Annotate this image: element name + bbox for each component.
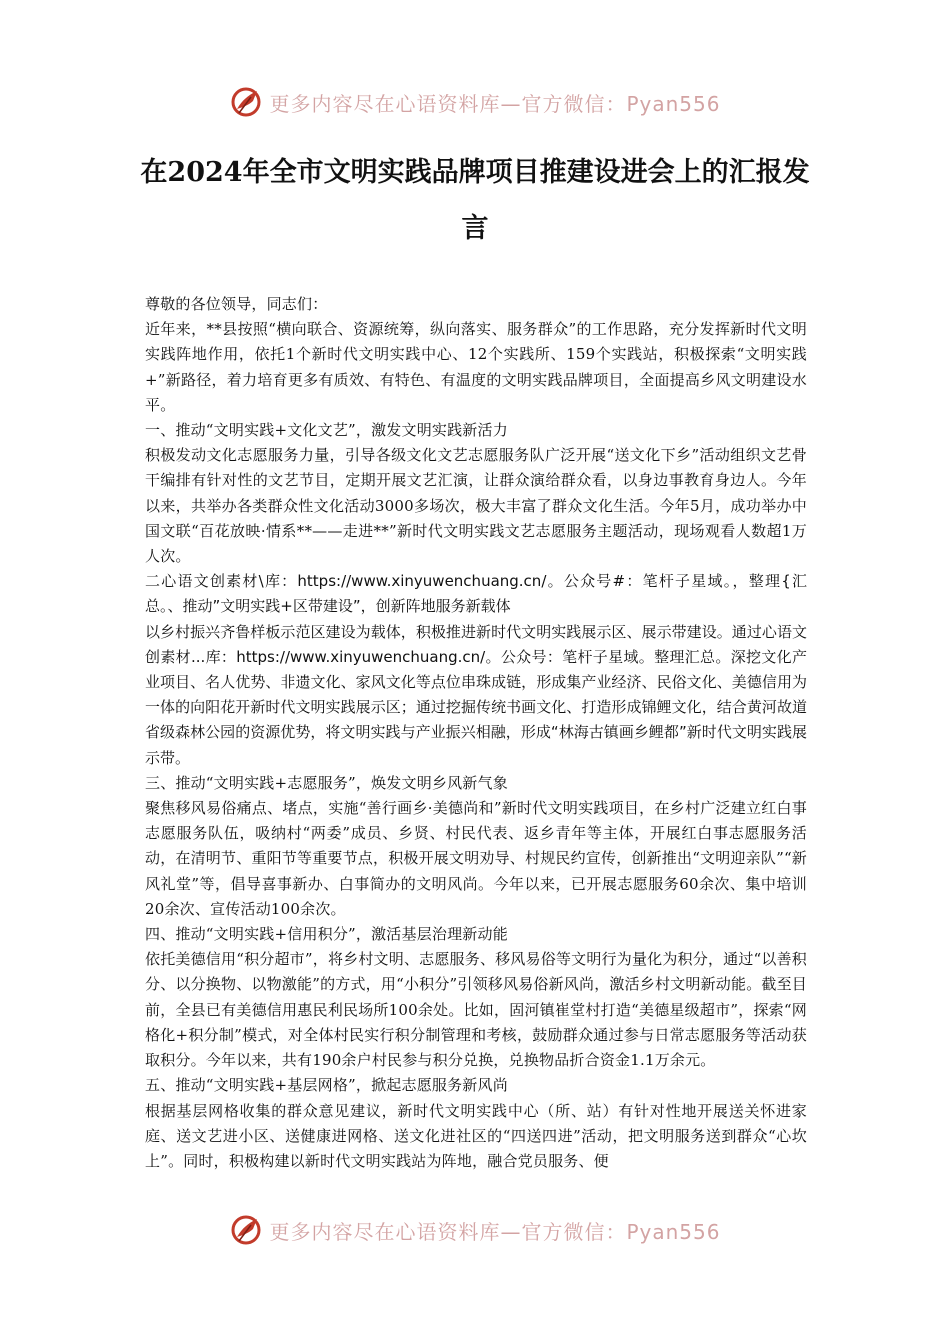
ink-quill-logo-icon: [229, 85, 263, 119]
watermark-group: [229, 1213, 720, 1247]
section-heading-2: 二心语文创素材\库：https://www.xinyuwenchuang.cn/。公众号#：笔杆子星域。，整理{汇总。、推动”文明实践+区带建设”，创新阵地服务新载体: [145, 572, 807, 616]
header-watermark-banner: [0, 82, 950, 122]
section-body-2: 以乡村振兴齐鲁样板示范区建设为载体，积极推进新时代文明实践展示区、展示带建设。通过心语文创素材...库：https://www.xinyuwenchuang.cn/。公众号：笔杆子星域。整理汇总。深挖文化产业项目、名人优势、非遗文化、家风文化等点位串珠成链，形成集产业经济、民俗文化、美德信用为一体的向阳花开新时代文明实践展示区；通过挖掘传统书画文化、打造形成锦鲤文化，结合黄河故道省级森林公园的资源优势，将文明实践与产业振兴相融，形成“林海古镇画乡鲤都”新时代文明实践展示带。: [145, 622, 807, 767]
ink-quill-logo-icon: [229, 1213, 263, 1247]
section-body-3: 聚焦移风易俗痛点、堵点，实施“善行画乡·美德尚和”新时代文明实践项目，在乡村广泛建立红白事志愿服务队伍，吸纳村“两委”成员、乡贤、村民代表、返乡青年等主体，开展红白事志愿服务活动，在清明节、重阳节等重要节点，积极开展文明劝导、村规民约宣传，创新推出“文明迎亲队”“新风礼堂”等，倡导喜事新办、白事简办的文明风尚。今年以来，已开展志愿服务60余次、集中培训20余次、宣传活动100余次。: [145, 799, 808, 918]
document-body: [145, 292, 807, 1174]
section-body-1: 积极发动文化志愿服务力量，引导各级文化文艺志愿服务队广泛开展“送文化下乡”活动组织文艺骨干编排有针对性的文艺节目，定期开展文艺汇演，让群众演给群众看，以身边事教育身边人。今年以来，共举办各类群众性文化活动3000多场次，极大丰富了群众文化生活。今年5月，成功举办中国文联“百花放映·情系**——走进**”新时代文明实践文艺志愿服务主题活动，现场观看人数超1万人次。: [145, 446, 807, 566]
section-body-4: 依托美德信用“积分超市”，将乡村文明、志愿服务、移风易俗等文明行为量化为积分，通过“以善积分、以分换物、以物激能”的方式，用“小积分”引领移风易俗新风尚，激活乡村文明新动能。截至目前，全县已有美德信用惠民利民场所100余处。比如，固河镇崔堂村打造“美德星级超市”，探索“网格化+积分制”模式，对全体村民实行积分制管理和考核，鼓励群众通过参与日常志愿服务等活动获取积分。今年以来，共有190余户村民参与积分兑换，兑换物品折合资金1.1万余元。: [145, 950, 808, 1070]
intro-paragraph: 近年来，**县按照“横向联合、资源统筹，纵向落实、服务群众”的工作思路，充分发挥新时代文明实践阵地作用，依托1个新时代文明实践中心、12个实践所、159个实践站，积极探索“文明实践+”新路径，着力培育更多有质效、有特色、有温度的文明实践品牌项目，全面提高乡风文明建设水平。: [145, 320, 807, 414]
footer-watermark-banner: [0, 1210, 950, 1250]
section-heading-3: 三、推动“文明实践+志愿服务”，焕发文明乡风新气象: [145, 773, 508, 792]
section-heading-4: 四、推动“文明实践+信用积分”，激活基层治理新动能: [145, 925, 508, 944]
salutation: 尊敬的各位领导，同志们：: [145, 295, 328, 313]
section-heading-5: 五、推动“文明实践+基层网格”，掀起志愿服务新风尚: [145, 1076, 508, 1095]
document-title: 在2024年全市文明实践品牌项目推建设进会上的汇报发言: [140, 157, 810, 244]
section-heading-1: 一、推动“文明实践+文化文艺”，激发文明实践新活力: [145, 421, 508, 440]
watermark-text: 更多内容尽在心语资料库—官方微信：Pyan556: [269, 1219, 721, 1244]
watermark-group: [229, 85, 720, 119]
watermark-text: 更多内容尽在心语资料库—官方微信：Pyan556: [269, 91, 721, 116]
section-body-5: 根据基层网格收集的群众意见建议，新时代文明实践中心（所、站）有针对性地开展送关怀进家庭、送文艺进小区、送健康进网格、送文化进社区的“四送四进”活动，把文明服务送到群众“心坎上”。同时，积极构建以新时代文明实践站为阵地，融合党员服务、便: [145, 1101, 807, 1170]
